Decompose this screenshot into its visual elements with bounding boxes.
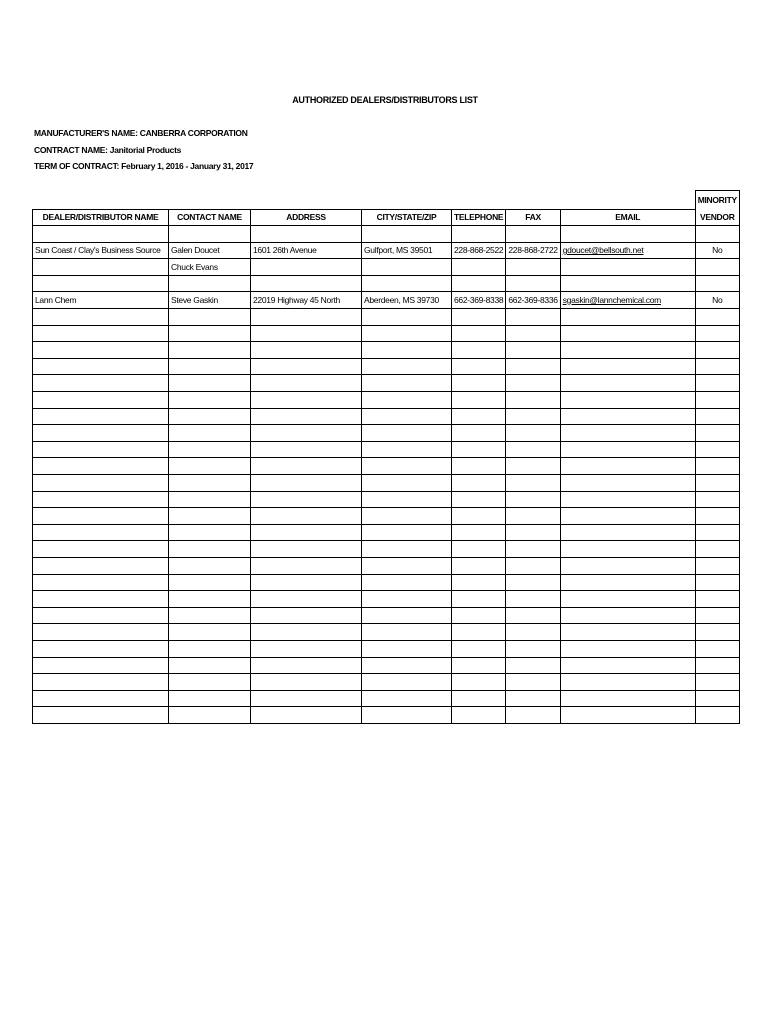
header-fax: FAX: [506, 209, 560, 226]
cell-telephone: [452, 425, 506, 442]
cell-dealer: [33, 607, 169, 624]
cell-fax: [506, 640, 560, 657]
cell-email: [560, 392, 695, 409]
table-row: [33, 425, 740, 442]
cell-telephone: [452, 342, 506, 359]
cell-email: [560, 541, 695, 558]
cell-dealer: [33, 524, 169, 541]
cell-telephone: [452, 607, 506, 624]
cell-city: [362, 342, 452, 359]
cell-telephone: [452, 707, 506, 724]
cell-contact: [169, 408, 251, 425]
cell-city: [362, 491, 452, 508]
cell-fax: 662-369-8336: [506, 292, 560, 309]
cell-city: [362, 392, 452, 409]
cell-dealer: [33, 707, 169, 724]
cell-fax: [506, 591, 560, 608]
cell-city: [362, 275, 452, 292]
cell-address: [251, 392, 362, 409]
cell-fax: [506, 358, 560, 375]
cell-address: [251, 657, 362, 674]
cell-email: [560, 557, 695, 574]
cell-minority: [695, 425, 739, 442]
cell-email: [560, 425, 695, 442]
cell-minority: [695, 707, 739, 724]
cell-address: [251, 690, 362, 707]
cell-contact: [169, 607, 251, 624]
cell-dealer: [33, 541, 169, 558]
cell-dealer: [33, 657, 169, 674]
header-email: EMAIL: [560, 209, 695, 226]
cell-fax: [506, 425, 560, 442]
cell-fax: [506, 325, 560, 342]
cell-minority: [695, 640, 739, 657]
cell-minority: [695, 441, 739, 458]
table-header-row: [33, 209, 740, 226]
cell-minority: [695, 275, 739, 292]
table-row: [33, 458, 740, 475]
cell-email: [560, 524, 695, 541]
cell-fax: [506, 607, 560, 624]
header-address: ADDRESS: [251, 209, 362, 226]
table-row: [33, 475, 740, 492]
cell-email: [560, 607, 695, 624]
cell-email: [560, 458, 695, 475]
cell-dealer: [33, 591, 169, 608]
cell-dealer: [33, 275, 169, 292]
table-row: [33, 541, 740, 558]
cell-minority: [695, 574, 739, 591]
cell-contact: [169, 508, 251, 525]
cell-fax: [506, 491, 560, 508]
cell-contact: [169, 342, 251, 359]
table-row: [33, 574, 740, 591]
cell-contact: [169, 574, 251, 591]
cell-city: [362, 508, 452, 525]
cell-fax: [506, 342, 560, 359]
cell-telephone: [452, 541, 506, 558]
cell-contact: Galen Doucet: [169, 242, 251, 259]
cell-email: [560, 358, 695, 375]
cell-email: [560, 292, 695, 309]
table-row: [33, 226, 740, 243]
cell-minority: [695, 690, 739, 707]
cell-minority: [695, 325, 739, 342]
cell-dealer: Lann Chem: [33, 292, 169, 309]
cell-address: [251, 408, 362, 425]
cell-minority: [695, 392, 739, 409]
cell-email: [560, 242, 695, 259]
cell-city: [362, 375, 452, 392]
cell-email: [560, 309, 695, 326]
cell-minority: [695, 607, 739, 624]
cell-telephone: [452, 574, 506, 591]
cell-fax: [506, 690, 560, 707]
cell-city: [362, 541, 452, 558]
cell-contact: [169, 458, 251, 475]
cell-city: [362, 259, 452, 276]
cell-telephone: [452, 591, 506, 608]
cell-contact: [169, 524, 251, 541]
cell-telephone: [452, 624, 506, 641]
cell-fax: [506, 541, 560, 558]
cell-fax: [506, 574, 560, 591]
cell-email: [560, 624, 695, 641]
table-row: [33, 508, 740, 525]
cell-minority: [695, 408, 739, 425]
cell-email: [560, 591, 695, 608]
cell-contact: [169, 358, 251, 375]
cell-fax: 228-868-2722: [506, 242, 560, 259]
cell-telephone: [452, 358, 506, 375]
cell-address: [251, 591, 362, 608]
cell-address: [251, 342, 362, 359]
cell-fax: [506, 441, 560, 458]
cell-contact: [169, 541, 251, 558]
cell-telephone: 662-369-8338: [452, 292, 506, 309]
cell-contact: [169, 624, 251, 641]
cell-fax: [506, 458, 560, 475]
cell-contact: [169, 309, 251, 326]
cell-fax: [506, 259, 560, 276]
cell-telephone: [452, 275, 506, 292]
table-row: [33, 392, 740, 409]
cell-fax: [506, 557, 560, 574]
cell-fax: [506, 657, 560, 674]
cell-contact: [169, 557, 251, 574]
cell-minority: [695, 342, 739, 359]
cell-address: [251, 375, 362, 392]
table-row: [33, 640, 740, 657]
cell-dealer: [33, 441, 169, 458]
cell-telephone: [452, 557, 506, 574]
cell-fax: [506, 408, 560, 425]
cell-city: Aberdeen, MS 39730: [362, 292, 452, 309]
manufacturer-name: MANUFACTURER'S NAME: CANBERRA CORPORATION: [34, 128, 248, 138]
cell-telephone: [452, 690, 506, 707]
dealers-table: [32, 190, 740, 724]
table-row: [33, 524, 740, 541]
cell-contact: [169, 640, 251, 657]
cell-minority: [695, 358, 739, 375]
cell-telephone: 228-868-2522: [452, 242, 506, 259]
cell-city: [362, 707, 452, 724]
cell-dealer: [33, 491, 169, 508]
table-row: [33, 259, 740, 276]
cell-city: Gulfport, MS 39501: [362, 242, 452, 259]
cell-dealer: Sun Coast / Clay's Business Source: [33, 242, 169, 259]
cell-city: [362, 657, 452, 674]
cell-telephone: [452, 508, 506, 525]
table-row: [33, 491, 740, 508]
cell-address: 1601 26th Avenue: [251, 242, 362, 259]
cell-contact: [169, 325, 251, 342]
cell-dealer: [33, 259, 169, 276]
cell-city: [362, 309, 452, 326]
header-minority: MINORITY: [695, 191, 739, 210]
cell-minority: [695, 309, 739, 326]
cell-address: [251, 259, 362, 276]
cell-address: [251, 624, 362, 641]
table-row: [33, 441, 740, 458]
cell-telephone: [452, 408, 506, 425]
table-row: [33, 358, 740, 375]
cell-contact: [169, 491, 251, 508]
header-telephone: TELEPHONE: [452, 209, 506, 226]
cell-minority: [695, 475, 739, 492]
cell-address: [251, 226, 362, 243]
table-row: [33, 275, 740, 292]
cell-dealer: [33, 458, 169, 475]
table-row: [33, 591, 740, 608]
cell-contact: [169, 591, 251, 608]
cell-minority: [695, 657, 739, 674]
table-row: [33, 375, 740, 392]
cell-fax: [506, 226, 560, 243]
cell-email: [560, 226, 695, 243]
cell-email: [560, 441, 695, 458]
cell-contact: [169, 275, 251, 292]
cell-telephone: [452, 375, 506, 392]
cell-city: [362, 640, 452, 657]
header-city: CITY/STATE/ZIP: [362, 209, 452, 226]
email-link[interactable]: sgaskin@lannchemical.com: [562, 294, 661, 305]
cell-telephone: [452, 674, 506, 691]
cell-address: [251, 475, 362, 492]
cell-city: [362, 690, 452, 707]
header-dealer: DEALER/DISTRIBUTOR NAME: [33, 209, 169, 226]
cell-city: [362, 591, 452, 608]
cell-email: [560, 342, 695, 359]
cell-fax: [506, 392, 560, 409]
table-row: [33, 674, 740, 691]
table-row: [33, 309, 740, 326]
cell-contact: [169, 392, 251, 409]
cell-contact: [169, 441, 251, 458]
cell-minority: [695, 491, 739, 508]
table-row: [33, 690, 740, 707]
table-row: [33, 292, 740, 309]
cell-email: [560, 408, 695, 425]
cell-email: [560, 508, 695, 525]
cell-contact: [169, 674, 251, 691]
cell-email: [560, 275, 695, 292]
cell-city: [362, 624, 452, 641]
cell-email: [560, 674, 695, 691]
cell-address: [251, 441, 362, 458]
cell-contact: [169, 475, 251, 492]
page-title: AUTHORIZED DEALERS/DISTRIBUTORS LIST: [292, 95, 478, 105]
table-row: [33, 707, 740, 724]
cell-fax: [506, 707, 560, 724]
cell-telephone: [452, 325, 506, 342]
cell-telephone: [452, 458, 506, 475]
email-link[interactable]: gdoucet@bellsouth.net: [562, 244, 644, 255]
cell-address: [251, 557, 362, 574]
cell-fax: [506, 524, 560, 541]
cell-email: [560, 574, 695, 591]
cell-minority: No: [695, 242, 739, 259]
cell-email: [560, 259, 695, 276]
cell-email: [560, 657, 695, 674]
cell-email: [560, 640, 695, 657]
cell-telephone: [452, 259, 506, 276]
cell-email: [560, 707, 695, 724]
table-row: [33, 624, 740, 641]
cell-dealer: [33, 475, 169, 492]
contract-name: CONTRACT NAME: Janitorial Products: [34, 145, 182, 155]
cell-city: [362, 441, 452, 458]
cell-dealer: [33, 408, 169, 425]
table-row: [33, 242, 740, 259]
header-vendor: VENDOR: [695, 209, 739, 226]
cell-fax: [506, 508, 560, 525]
cell-minority: [695, 508, 739, 525]
cell-dealer: [33, 358, 169, 375]
cell-dealer: [33, 325, 169, 342]
term-of-contract: TERM OF CONTRACT: February 1, 2016 - January 31, 2017: [34, 161, 254, 171]
cell-contact: [169, 226, 251, 243]
cell-address: [251, 358, 362, 375]
table-row: [33, 342, 740, 359]
cell-city: [362, 325, 452, 342]
cell-address: [251, 541, 362, 558]
cell-city: [362, 475, 452, 492]
table-row: [33, 325, 740, 342]
cell-minority: [695, 375, 739, 392]
cell-minority: No: [695, 292, 739, 309]
cell-email: [560, 325, 695, 342]
cell-city: [362, 524, 452, 541]
cell-city: [362, 607, 452, 624]
cell-contact: [169, 375, 251, 392]
cell-fax: [506, 375, 560, 392]
cell-minority: [695, 524, 739, 541]
cell-minority: [695, 624, 739, 641]
table-row: [33, 607, 740, 624]
cell-dealer: [33, 425, 169, 442]
cell-dealer: [33, 375, 169, 392]
cell-telephone: [452, 657, 506, 674]
cell-email: [560, 690, 695, 707]
cell-telephone: [452, 640, 506, 657]
header-contact: CONTACT NAME: [169, 209, 251, 226]
cell-dealer: [33, 624, 169, 641]
cell-email: [560, 375, 695, 392]
cell-city: [362, 226, 452, 243]
cell-address: 22019 Highway 45 North: [251, 292, 362, 309]
cell-address: [251, 607, 362, 624]
cell-contact: [169, 690, 251, 707]
cell-address: [251, 707, 362, 724]
cell-address: [251, 275, 362, 292]
cell-telephone: [452, 441, 506, 458]
cell-address: [251, 425, 362, 442]
cell-address: [251, 574, 362, 591]
cell-fax: [506, 309, 560, 326]
cell-address: [251, 325, 362, 342]
cell-dealer: [33, 574, 169, 591]
cell-address: [251, 508, 362, 525]
cell-address: [251, 640, 362, 657]
cell-dealer: [33, 508, 169, 525]
cell-telephone: [452, 475, 506, 492]
cell-address: [251, 491, 362, 508]
cell-dealer: [33, 557, 169, 574]
cell-minority: [695, 226, 739, 243]
cell-city: [362, 574, 452, 591]
cell-minority: [695, 259, 739, 276]
cell-city: [362, 458, 452, 475]
cell-fax: [506, 275, 560, 292]
cell-address: [251, 524, 362, 541]
cell-telephone: [452, 524, 506, 541]
cell-contact: Steve Gaskin: [169, 292, 251, 309]
cell-city: [362, 358, 452, 375]
cell-dealer: [33, 690, 169, 707]
cell-dealer: [33, 674, 169, 691]
cell-telephone: [452, 392, 506, 409]
cell-fax: [506, 624, 560, 641]
table-row: [33, 557, 740, 574]
table-row: [33, 657, 740, 674]
cell-minority: [695, 458, 739, 475]
cell-address: [251, 674, 362, 691]
table-row: [33, 408, 740, 425]
cell-minority: [695, 557, 739, 574]
cell-dealer: [33, 392, 169, 409]
cell-contact: [169, 425, 251, 442]
cell-city: [362, 557, 452, 574]
cell-telephone: [452, 226, 506, 243]
cell-contact: Chuck Evans: [169, 259, 251, 276]
cell-telephone: [452, 491, 506, 508]
cell-contact: [169, 657, 251, 674]
cell-city: [362, 408, 452, 425]
cell-dealer: [33, 342, 169, 359]
cell-minority: [695, 674, 739, 691]
cell-dealer: [33, 309, 169, 326]
cell-minority: [695, 591, 739, 608]
cell-minority: [695, 541, 739, 558]
cell-contact: [169, 707, 251, 724]
cell-city: [362, 674, 452, 691]
cell-address: [251, 309, 362, 326]
cell-fax: [506, 674, 560, 691]
cell-dealer: [33, 226, 169, 243]
cell-email: [560, 475, 695, 492]
cell-email: [560, 491, 695, 508]
cell-dealer: [33, 640, 169, 657]
cell-city: [362, 425, 452, 442]
cell-telephone: [452, 309, 506, 326]
cell-address: [251, 458, 362, 475]
cell-fax: [506, 475, 560, 492]
